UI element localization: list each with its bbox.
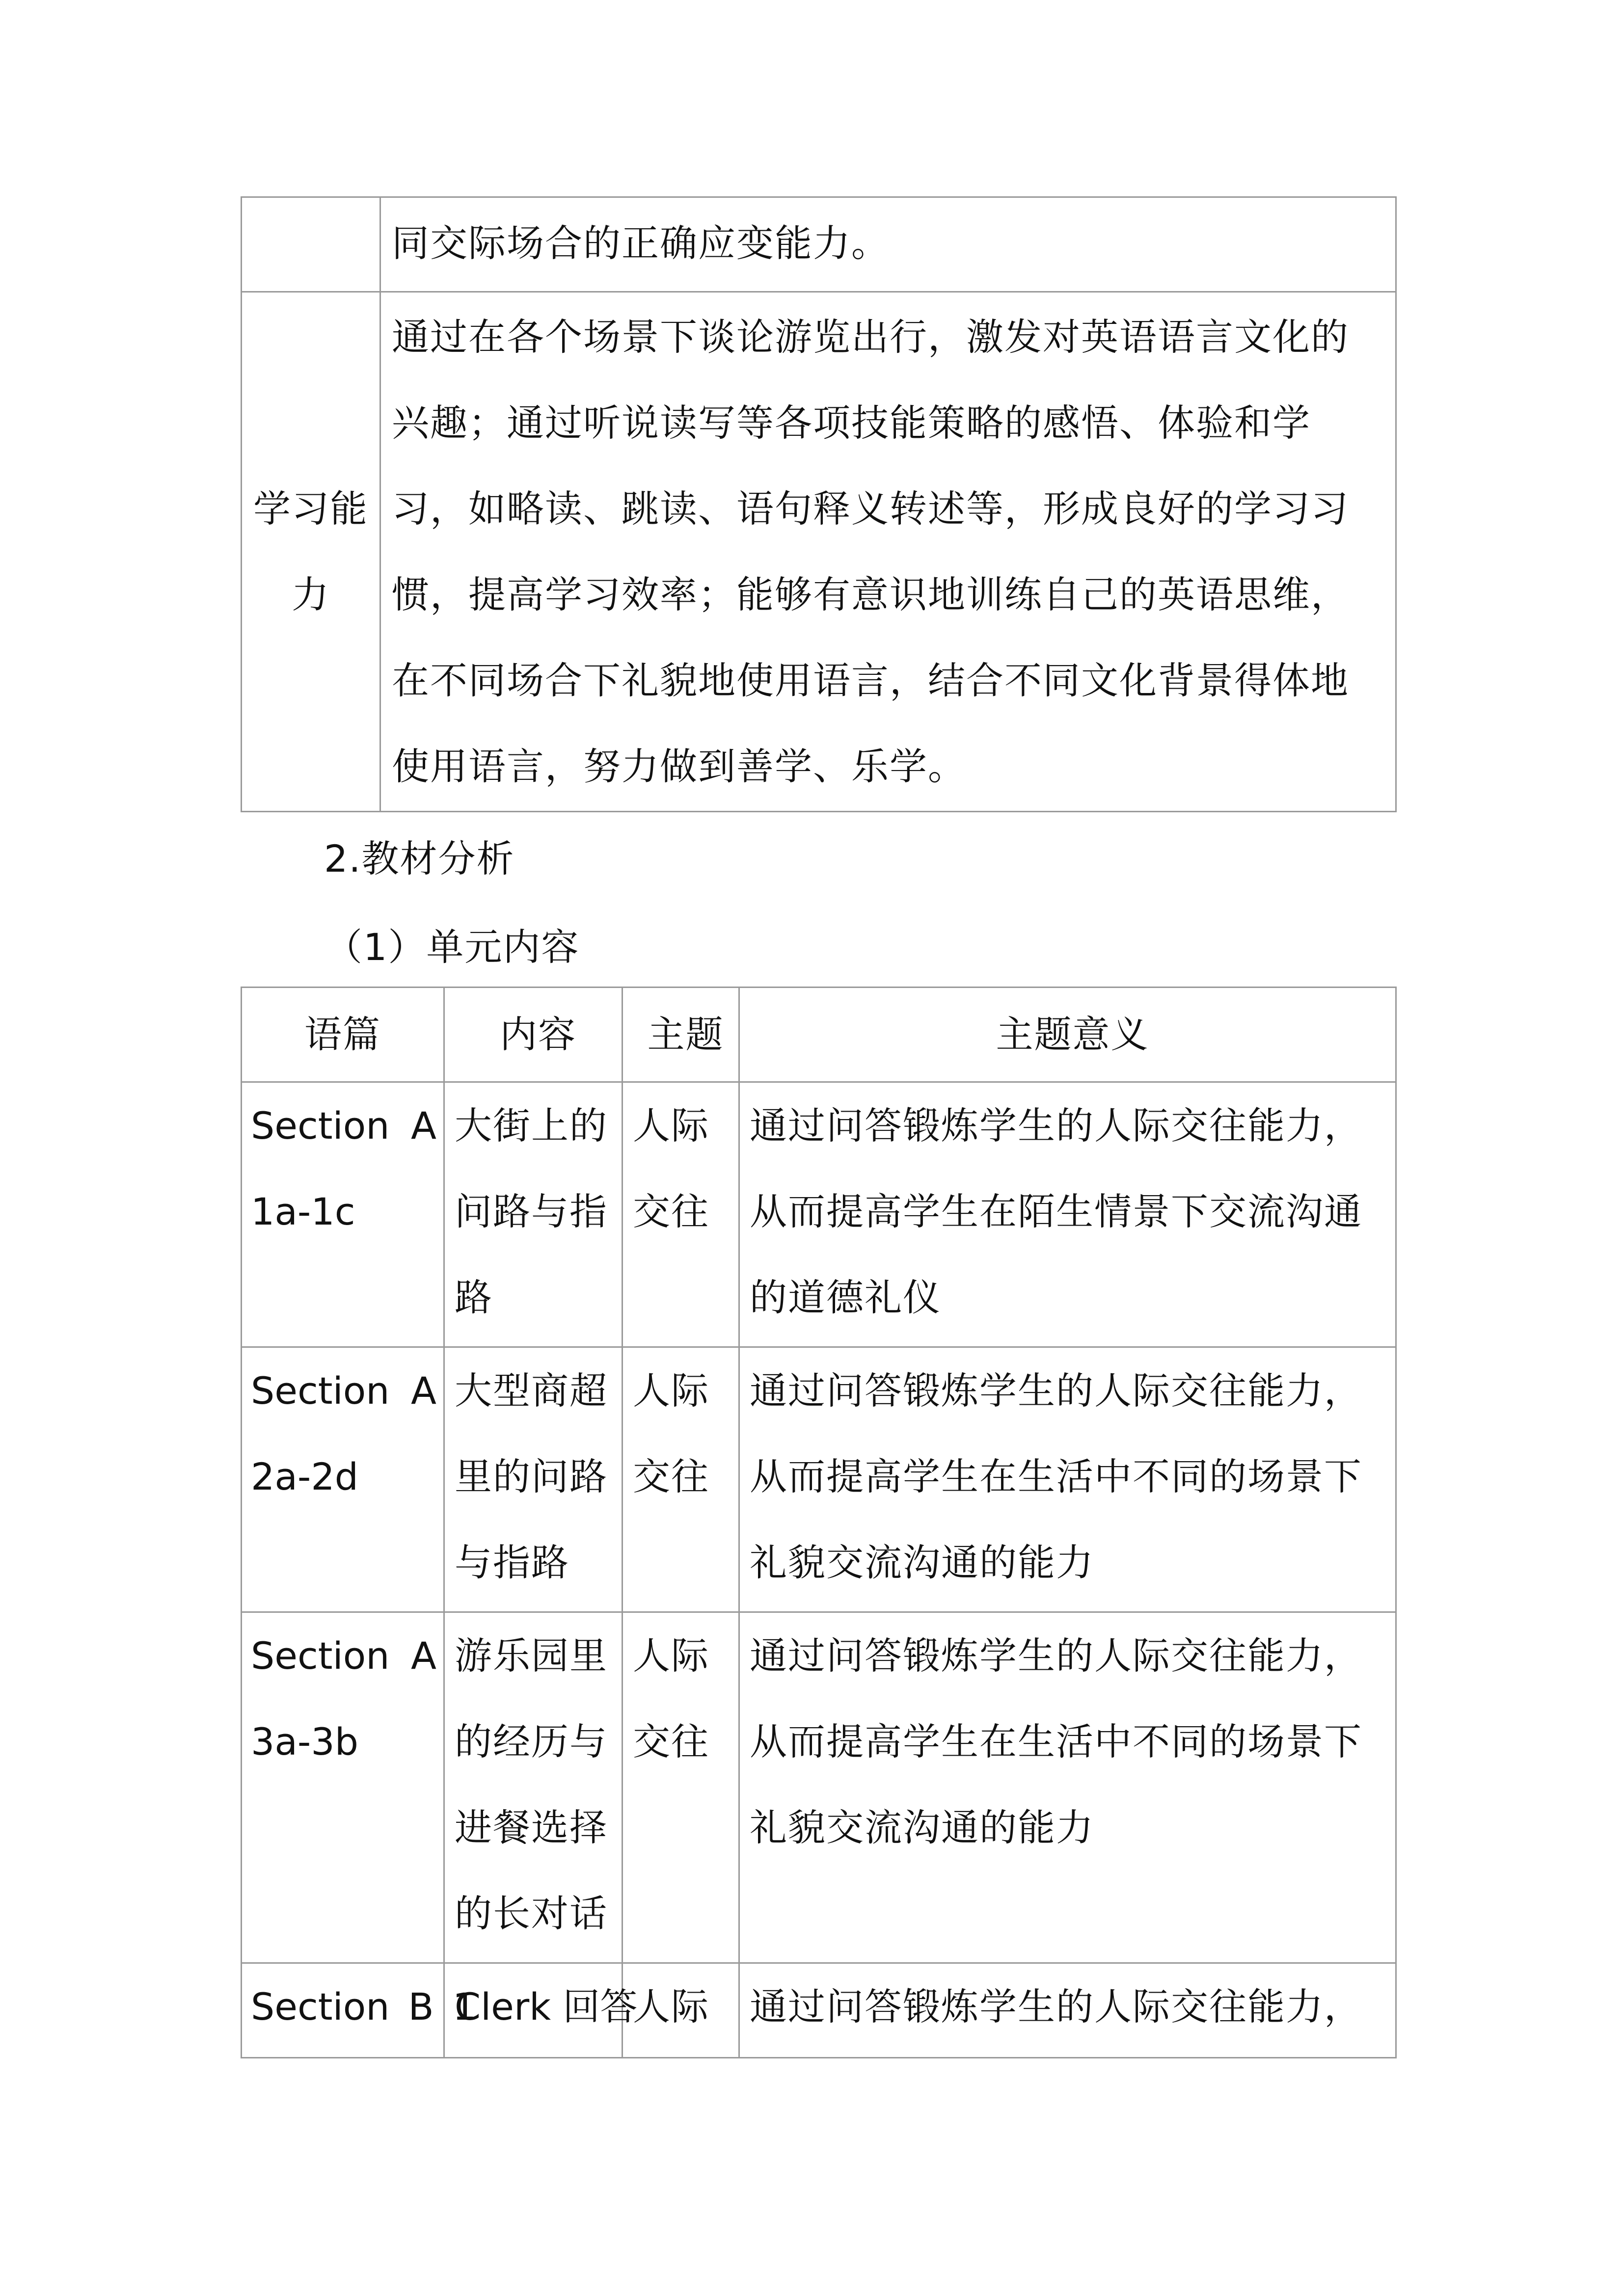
unit-content-table (241, 987, 1397, 2058)
table-row (242, 1082, 1396, 1347)
meaning-text: 通过问答锻炼学生的人际交往能力，从而提高学生在生活中不同的场景下礼貌交流沟通的能力 (750, 1634, 1362, 1849)
passage-cell (242, 1347, 444, 1612)
content-text: 大型商超里的问路与指路 (455, 1369, 608, 1584)
meaning-cell (739, 1612, 1396, 1963)
table-row (242, 1612, 1396, 1963)
meaning-cell (739, 1347, 1396, 1612)
topic-text: 人际交往 (633, 1634, 709, 1763)
subheading-unit-content: （1）单元内容 (325, 925, 580, 969)
learning-ability-label: 学习能力 (253, 487, 368, 616)
passage-text: Section B 1 (251, 1985, 477, 2029)
section-heading-textbook-analysis: 2.教材分析 (324, 837, 515, 881)
topic-text: 人际交往 (633, 1104, 709, 1233)
meaning-text: 通过问答锻炼学生的人际交往能力，从而提高学生在陌生情景下交流沟通的道德礼仪 (750, 1104, 1362, 1319)
passage-text: Section A 3a-3b (251, 1634, 436, 1763)
meaning-cell (739, 1963, 1396, 2058)
content-text: 大街上的问路与指路 (455, 1104, 608, 1319)
header-content-label: 内容 (500, 1013, 576, 1056)
header-topic-label: 主题 (647, 1013, 724, 1056)
content-text: Clerk 回答 (455, 1985, 638, 2029)
meaning-text: 通过问答锻炼学生的人际交往能力，从而提高学生在生活中不同的场景下礼貌交流沟通的能力 (750, 1369, 1362, 1584)
meaning-text: 通过问答锻炼学生的人际交往能力， (750, 1985, 1362, 2029)
passage-cell (242, 1612, 444, 1963)
table-header-row (242, 988, 1396, 1082)
objectives-cell (380, 197, 1396, 292)
topic-cell (623, 1082, 739, 1347)
objectives-row-continued (242, 197, 1396, 292)
passage-text: Section A 2a-2d (251, 1369, 436, 1498)
content-cell (444, 1082, 623, 1347)
passage-text: Section A 1a-1c (251, 1104, 436, 1233)
table-row (242, 1963, 1396, 2058)
content-cell (444, 1347, 623, 1612)
header-content (444, 988, 623, 1082)
topic-cell (623, 1963, 739, 2058)
header-meaning-label: 主题意义 (996, 1013, 1149, 1056)
passage-cell (242, 1082, 444, 1347)
topic-text: 人际交往 (633, 1369, 709, 1498)
content-text: 游乐园里的经历与进餐选择的长对话 (455, 1634, 608, 1935)
objectives-text: 同交际场合的正确应变能力。 (392, 221, 890, 265)
learning-ability-text: 通过在各个场景下谈论游览出行，激发对英语语言文化的兴趣；通过听说读写等各项技能策略的感悟、体验和学习，如略读、跳读、语句释义转述等，形成良好的学习习惯，提高学习效率；能够有意识地训练自己的英语思维，在不同场合下礼貌地使用语言，结合不同文化背景得体地使用语言，努力做到善学、乐学。 (392, 315, 1349, 788)
header-passage (242, 988, 444, 1082)
objectives-table (241, 196, 1397, 812)
table-row (242, 1347, 1396, 1612)
content-cell (444, 1612, 623, 1963)
meaning-cell (739, 1082, 1396, 1347)
topic-cell (623, 1612, 739, 1963)
objectives-label-empty (242, 197, 380, 292)
topic-cell (623, 1347, 739, 1612)
objectives-row-learning (242, 292, 1396, 812)
passage-cell (242, 1963, 477, 2058)
header-meaning (739, 988, 1396, 1082)
learning-ability-label-cell (242, 292, 380, 812)
header-topic (623, 988, 739, 1082)
topic-text: 人际 (633, 1985, 709, 2029)
learning-ability-cell (380, 292, 1396, 812)
content-cell (444, 1963, 638, 2058)
header-passage-label: 语篇 (304, 1013, 381, 1056)
